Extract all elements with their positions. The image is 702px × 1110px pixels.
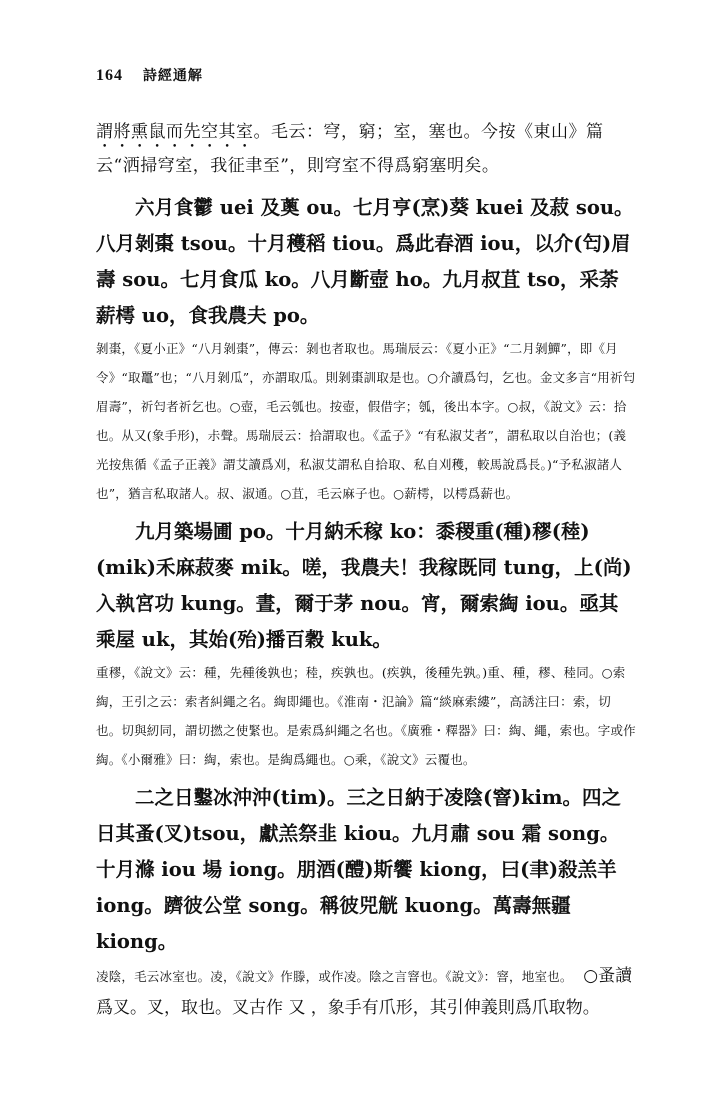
verse-stanza-3: 二之日鑿冰沖沖(tim)。三之日納于凌陰(窨)kim。四之日其蚤(叉)tsou，獻羔祭韭 kiou。九月肅 sou 霜 song。十月滌 iou 場 iong。朋酒(醴)斯饗 kiong，曰(聿)殺羔羊 iong。躋彼公堂 song。稱彼兕觥 kuong。萬壽無疆 kiong。 bbox=[96, 786, 622, 953]
commentary-stanza-3: 凌陰，毛云冰室也。凌，《說文》作滕，或作凌。陰之言窨也。《說文》：窨，地室也。 bbox=[96, 969, 567, 984]
verse-stanza-1: 六月食鬱 uei 及薁 ou。七月亨(烹)葵 kuei 及菽 sou。八月剝棗 tsou。十月穫稻 tiou。爲此春酒 iou，以介(匄)眉壽 sou。七月食瓜 ko。八月斷壺 ho。九月叔苴 tso，采荼薪樗 uo，食我農夫 po。 bbox=[96, 196, 634, 327]
verse-stanza-2: 九月築場圃 po。十月納禾稼 ko：黍稷重(種)穋(稑)(mik)禾麻菽麥 mik。嗟，我農夫！我稼既同 tung，上(尚)入執宮功 kung。晝，爾于茅 nou。宵，爾索綯 iou。亟其乘屋 uk，其始(殆)播百穀 kuk。 bbox=[96, 520, 632, 651]
intro-paragraph bbox=[96, 118, 636, 180]
commentary-stanza-2: 重穋，《說文》云：種，先種後孰也；稑，疾孰也。(疾孰，後種先孰。)重、種，穋、稑同。○索綯，王引之云：索者糾繩之名。綯即繩也。《淮南・氾論》篇“緂麻索縷”，高誘注曰：索，切也。切與紉同，謂切撚之使緊也。是索爲糾繩之名也。《廣雅・釋器》曰：綯、繩，索也。字或作綯。《小爾雅》曰：綯，索也。是綯爲繩也。○乘，《說文》云覆也。 bbox=[96, 665, 636, 767]
running-head bbox=[96, 66, 636, 86]
page-number: 164 bbox=[96, 67, 123, 84]
commentary-stanza-3-tail: ○蚤讀爲叉。叉，取也。叉古作 又 ，象手有爪形，其引伸義則爲爪取物。 bbox=[96, 966, 633, 1018]
emphasized-phrase: 謂將熏鼠而先空其室 bbox=[96, 122, 254, 142]
intro-text: 。毛云：穹，窮；室，塞也。今按《東山》篇云“洒掃穹室，我征聿至”，則穹室不得爲窮塞明矣。 bbox=[96, 122, 604, 176]
page bbox=[96, 66, 636, 1024]
commentary-stanza-1: 剝棗，《夏小正》“八月剝棗”，傳云：剝也者取也。馬瑞辰云：《夏小正》“二月剝鱓”，即《月令》“取鼉”也；“八月剝瓜”，亦謂取瓜。則剝棗訓取是也。○介讀爲匄，乞也。金文多言“用祈匄眉壽”，祈匄者祈乞也。○壺，毛云瓠也。按壺，假借字；瓠，後出本字。○叔，《說文》云：拾也。从又(象手形)，尗聲。馬瑞辰云：拾謂取也。《孟子》“有私淑艾者”，謂私取以自治也；(義光按焦循《孟子正義》謂艾讀爲刈，私淑艾謂私自拾取、私自刈穫，較馬說爲長。)“予私淑諸人也”，猶言私取諸人。叔、淑通。○苴，毛云麻子也。○薪樗，以樗爲薪也。 bbox=[96, 341, 636, 501]
commentary-stanza-3-paragraph bbox=[96, 960, 636, 1024]
book-title: 詩經通解 bbox=[142, 68, 203, 84]
